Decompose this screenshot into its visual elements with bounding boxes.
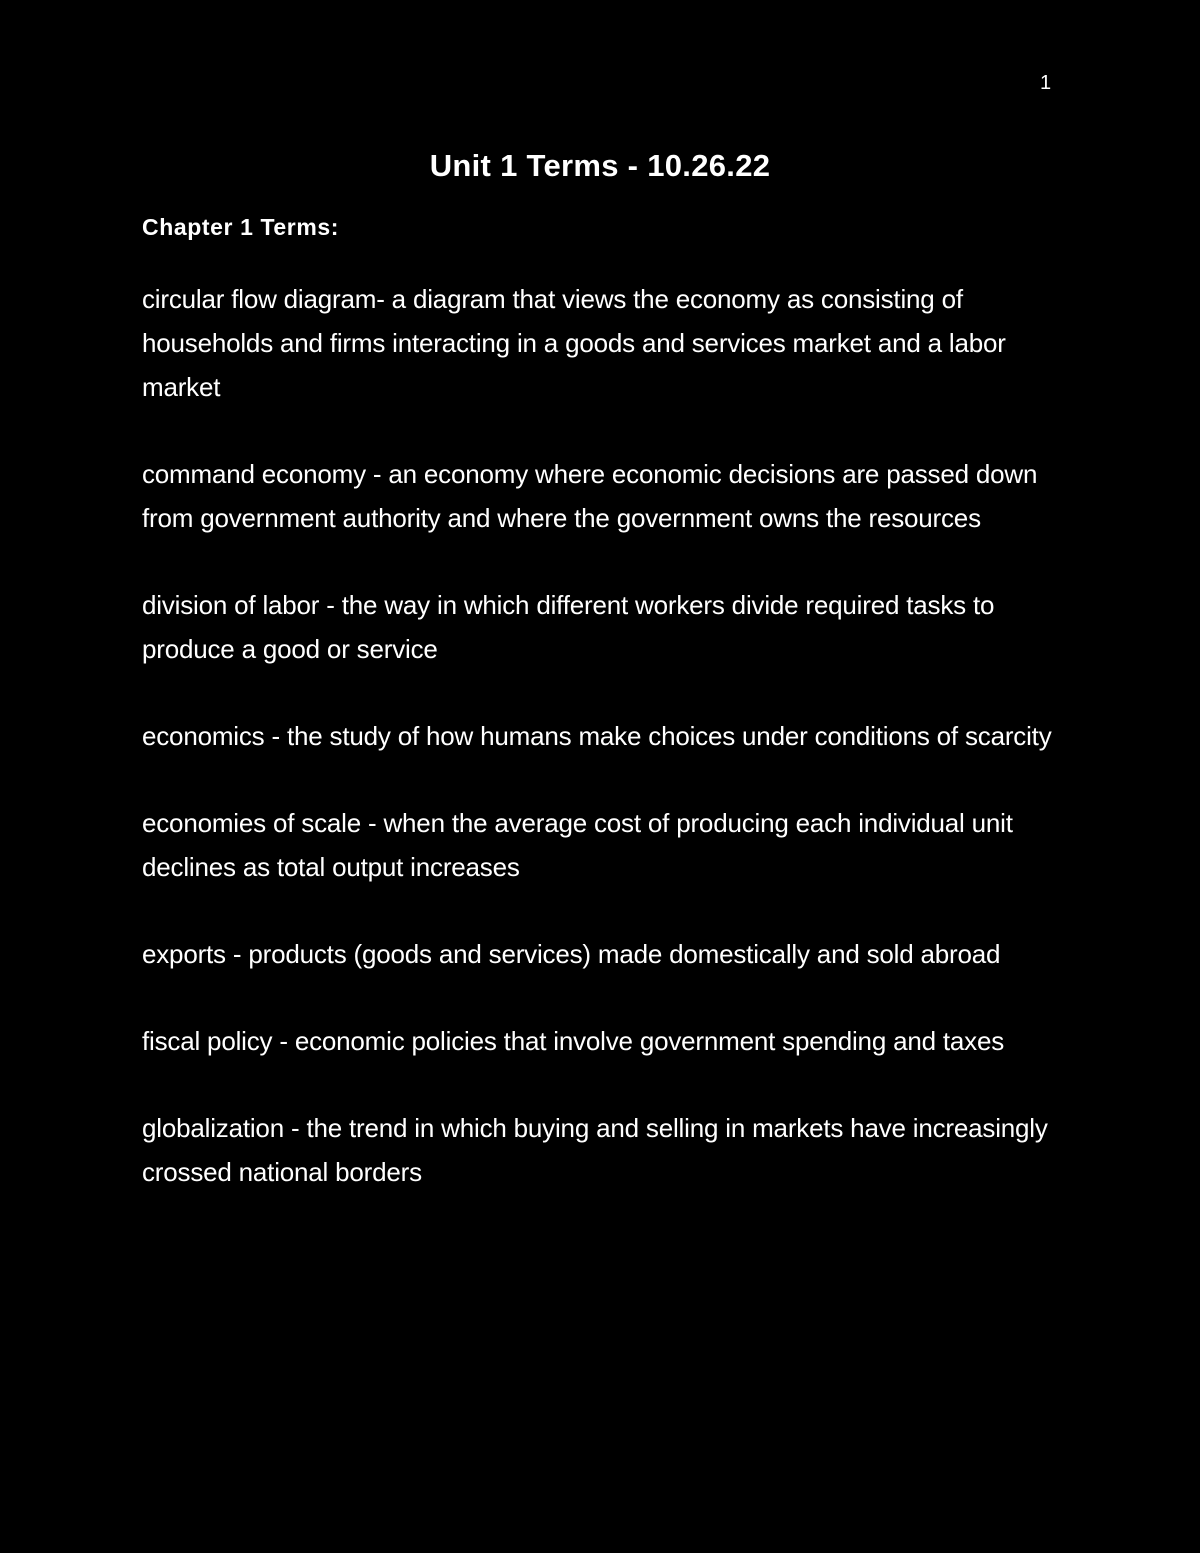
terms-list — [142, 277, 1052, 1237]
term-entry: command economy - an economy where economic decisions are passed down from government authority and where the government owns the resources — [142, 459, 1038, 533]
term-entry: economics - the study of how humans make choices under conditions of scarcity — [142, 721, 1052, 751]
term-entry: division of labor - the way in which different workers divide required tasks to produce a good or service — [142, 590, 995, 664]
term-entry: circular flow diagram- a diagram that views the economy as consisting of households and firms interacting in a goods and services market and a labor market — [142, 284, 1006, 402]
term-entry: fiscal policy - economic policies that involve government spending and taxes — [142, 1026, 1005, 1056]
term-entry: globalization - the trend in which buying and selling in markets have increasingly crossed national borders — [142, 1113, 1048, 1187]
page-number: 1 — [1040, 72, 1052, 94]
chapter-heading: Chapter 1 Terms: — [142, 214, 340, 240]
document-title: Unit 1 Terms - 10.26.22 — [429, 148, 771, 183]
term-entry: economies of scale - when the average cost of producing each individual unit declines as total output increases — [142, 808, 1013, 882]
term-entry: exports - products (goods and services) made domestically and sold abroad — [142, 939, 1001, 969]
